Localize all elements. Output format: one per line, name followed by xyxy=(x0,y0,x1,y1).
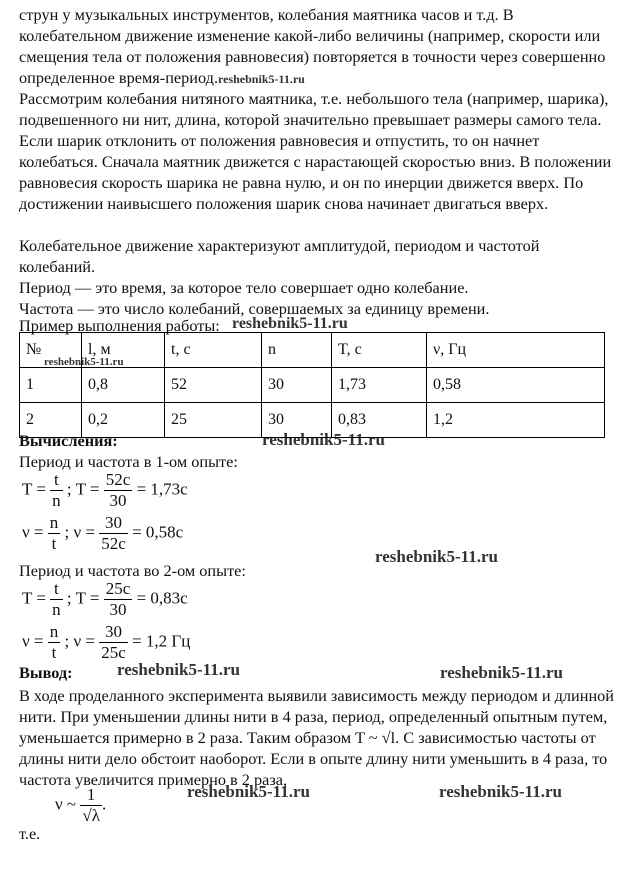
watermark: reshebnik5-11.ru xyxy=(187,782,310,801)
paragraph-characteristics: Колебательное движение характеризуют амплитудой, периодом и частотой колебаний. xyxy=(19,236,540,276)
table-cell: 0,58 xyxy=(427,368,605,403)
results-table xyxy=(19,332,605,438)
watermark: reshebnik5-11.ru xyxy=(117,660,240,679)
formula-period-1: T = $\frac{t}{n}$ ; T = $\frac{52c}{30}$ = 1,73c xyxy=(22,470,188,510)
formula-frequency-proportion: ν ~ $\frac{1}{√\lambda}$ . xyxy=(55,785,107,825)
table-header-cell: n xyxy=(262,333,332,368)
table-cell: 1 xyxy=(20,368,82,403)
paragraph-example-title: Пример выполнения работы: xyxy=(19,316,220,335)
paragraph-period-definition: Период — это время, за которое тело совершает одно колебание. xyxy=(19,278,469,297)
table-cell: 0,83 xyxy=(332,403,427,438)
paragraph-frequency-definition: Частота — это число колебаний, совершаемых за единицу времени. xyxy=(19,299,490,318)
table-cell: 1,2 xyxy=(427,403,605,438)
watermark: reshebnik5-11.ru xyxy=(262,430,385,449)
paragraph-intro: струн у музыкальных инструментов, колебания маятника часов и т.д. В колебательном движение изменение какой-либо величины (например, скорости или смещения тела от положения равновесия) повторяется в точности через совершенно определенное время-период.reshebnik5-11.ru xyxy=(19,5,606,87)
watermark: reshebnik5-11.ru xyxy=(44,356,124,368)
paragraph-pendulum: Рассмотрим колебания нитяного маятника, т.е. небольшого тела (например, шарика), подвешенного ни нит, длина, которой значительно превышает размеры самого тела. Если шарик отклонить от положения равновесия и отпустить, то он начнет колебаться. Сначала маятник движется с нарастающей скоростью вниз. В положении равновесия скорость шарика не равна нулю, и он по инерции движется вверх. По достижении наивысшего положения шарик снова начинает двигаться вверх. xyxy=(19,89,612,213)
formula-frequency-2: ν = $\frac{n}{t}$ ; ν = $\frac{30}{25c}$ = 1,2 Гц xyxy=(22,622,191,662)
table-header-cell: T, c xyxy=(332,333,427,368)
table-cell: 25 xyxy=(165,403,262,438)
calculations-heading: Вычисления: xyxy=(19,431,118,450)
table-cell: 0,2 xyxy=(82,403,165,438)
table-cell: 2 xyxy=(20,403,82,438)
table-cell: 1,73 xyxy=(332,368,427,403)
table-cell: 30 xyxy=(262,368,332,403)
exp2-label: Период и частота во 2-ом опыте: xyxy=(19,561,246,580)
table-header-cell: t, c xyxy=(165,333,262,368)
table-cell: 0,8 xyxy=(82,368,165,403)
watermark: reshebnik5-11.ru xyxy=(440,663,563,682)
conclusion-heading: Вывод: xyxy=(19,663,73,682)
watermark: reshebnik5-11.ru xyxy=(439,782,562,801)
formula-frequency-1: ν = $\frac{n}{t}$ ; ν = $\frac{30}{52c}$ = 0,58c xyxy=(22,513,184,553)
table-header-row xyxy=(20,333,605,368)
table-header-cell: ν, Гц xyxy=(427,333,605,368)
table-row xyxy=(20,368,605,403)
table-header-cell: № xyxy=(20,333,82,368)
conclusion-text: В ходе проделанного эксперимента выявили зависимость между периодом и длинной нити. При уменьшении длины нити в 4 раза, период, определенный опытным путем, уменьшается примерно в 2 раза. Таким образом T ~ √l. С зависимостью частоты от длины нити дело обстоит наоборот. Если в опыте длину нити уменьшить в 4 раза, то частота увеличится примерно в 2 раза, xyxy=(19,686,615,789)
conclusion-ie: т.е. xyxy=(19,824,41,843)
table-cell: 52 xyxy=(165,368,262,403)
table-cell: 30 xyxy=(262,403,332,438)
formula-period-2: T = $\frac{t}{n}$ ; T = $\frac{25c}{30}$ = 0,83c xyxy=(22,579,188,619)
watermark: reshebnik5-11.ru xyxy=(375,547,498,566)
exp1-label: Период и частота в 1-ом опыте: xyxy=(19,452,238,471)
table-header-cell: l, м xyxy=(82,333,165,368)
watermark: reshebnik5-11.ru xyxy=(232,315,348,332)
watermark-inline: reshebnik5-11.ru xyxy=(218,72,305,86)
